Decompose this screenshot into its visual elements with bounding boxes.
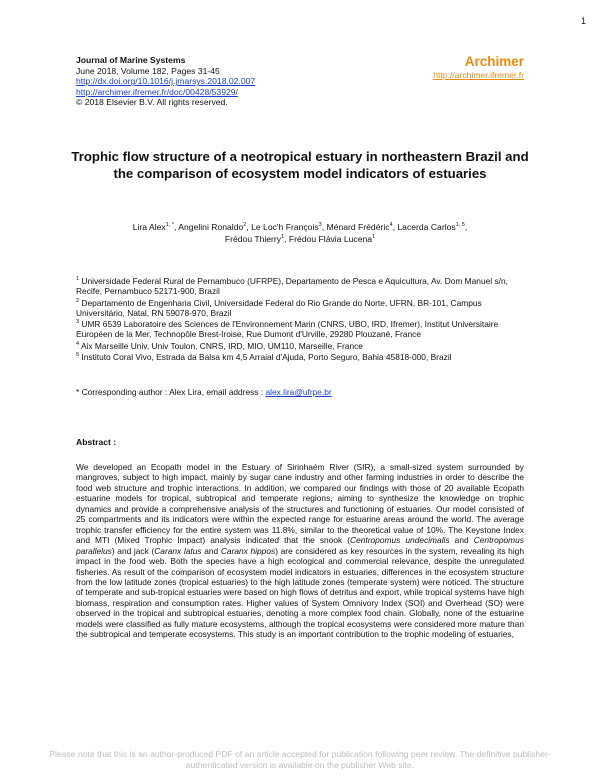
affiliations — [76, 276, 531, 363]
author-sup: 1, * — [165, 222, 174, 228]
author-sup: 1, 5 — [455, 222, 465, 228]
affiliation-num: 1 — [76, 276, 80, 282]
copyright: © 2018 Elsevier B.V. All rights reserved. — [76, 97, 228, 108]
affiliation-num: 3 — [76, 319, 80, 326]
article-title: Trophic flow structure of a neotropical estuary in northeastern Brazil and the comparison of ecosystem model indicators of estuaries — [71, 149, 529, 181]
author-sup: 1 — [372, 233, 376, 240]
affiliation — [76, 319, 531, 340]
journal-issue: June 2018, Volume 182, Pages 31-45 — [76, 65, 220, 76]
affiliation-text: Universidade Federal Rural de Pernambuco (UFRPE), Departamento de Pesca e Aquicultura, Av. Dom Manuel s/n, Recife, Pernambuco 52171-900, Brazil — [76, 276, 508, 297]
author-sup: 1 — [281, 233, 285, 240]
abstract-body — [76, 462, 524, 640]
abstract-text: We developed an Ecopath model in the Estuary of Sirinhaém River (SIR), a small-sized system surrounded by mangroves, subject to high impact, mainly by sugar cane industry and other farming industries in order to describe the food web structure and trophic interactions. In addition, we compared our findings with those of 20 available Ecopath estuarine models for tropical, subtropical and temperate regions, aiming to synthesize the knowledge on trophic dynamics and provide a comprehensive analysis of the structures and functioning of estuaries. Our model consisted of 25 compartments and its indicators were within the expected range for estuarine areas around the world. The average trophic transfer efficiency for the entire system was 11.8%, similar to the theoretical value of 10%. The Keystone Index and MTI (Mixed Trophic Impact) analysis indicated that the snook ( — [76, 462, 524, 546]
footer-note: Please note that this is an author-produced PDF of an article accepted for publication following peer review. The definitive publisher-authenticated version is available on the publisher Web site. — [49, 749, 551, 770]
author-sup: 2 — [243, 222, 247, 228]
affiliation-text: UMR 6539 Laboratoire des Sciences de l'Environnement Marin (CNRS, UBO, IRD, Ifremer), Institut Universitaire Européen de la Mer, Technopôle Brest-Iroise, Rue Dumont d'Urville, 29280 Plouzané, France — [76, 319, 499, 340]
author-list: Lira Alex$^{1, *}$, Angelini Ronaldo$^2$, Le Loc'h François$^3$, Ménard Frédéric$^4$, Lacerda Carlos$^{1, 5}$, Frédou Thierry$^1$, Frédou Flávia Lucena$^1$ — [132, 222, 468, 244]
author-sup: 3 — [318, 222, 322, 228]
affiliation — [76, 352, 531, 362]
abstract-heading: Abstract : — [76, 437, 117, 447]
affiliation — [76, 298, 531, 319]
affiliation-text: Instituto Coral Vivo, Estrada da Balsa km 4,5 Arraial d'Ajuda, Porto Seguro, Bahia 45818-000, Brazil — [81, 352, 452, 363]
corresponding-label: * Corresponding author : Alex Lira, email address : — [76, 387, 264, 397]
author: Le Loc'h François — [251, 222, 319, 232]
journal-name: Journal of Marine Systems — [76, 55, 186, 65]
author: Lira Alex — [132, 222, 166, 232]
page-number: 1 — [580, 16, 586, 26]
species-name: Caranx latus — [154, 545, 202, 556]
abstract-text: ) are considered as key resources in the system, revealing its high impact in the food web. Both the species have a high ecological and commercial relevance, despite the unregulated fisheries. As result of the comparison of ecosystem model indicators in estuaries, differences in the ecosystem structure from the low latitude zones (tropical estuaries) to the high latitude zones (temperate system) were noticed. The structure of temperate and sub-tropical estuaries were based on high flows of detritus and export, while tropical systems have high biomass, respiration and consumption rates. Higher values of System Omnivory Index (SOI) and Overhead (SO) were observed in the tropical and subtropical estuaries, denoting a more complex food chain. Globally, none of the estuarine models were classified as fully mature ecosystems, although the tropical ecosystems were considered more mature than the subtropical and temperate ecosystems. This study is an important contribution to the trophic modeling of estuaries, — [76, 545, 524, 640]
archive-link[interactable]: http://archimer.ifremer.fr/doc/00428/53929/ — [76, 86, 238, 97]
affiliation-text: Departamento de Engenharia Civil, Universidade Federal do Rio Grande do Norte, UFRN, BR-101, Campus Universitário, Natal, RN 59078-970, Brazil — [76, 297, 482, 318]
abstract-text: and — [449, 535, 474, 546]
archimer-brand — [433, 54, 524, 80]
author: Ménard Frédéric — [326, 222, 390, 232]
species-name: Centropomus undecimalis — [350, 535, 450, 546]
author-sup: 4 — [389, 222, 393, 228]
email-link[interactable]: alex.lira@ufrpe.br — [265, 387, 332, 397]
abstract-text: and — [201, 545, 221, 556]
affiliation — [76, 341, 531, 351]
archimer-logo-text: Archimer — [464, 54, 524, 69]
abstract-text: ) and jack ( — [111, 545, 155, 556]
journal-info — [76, 55, 255, 108]
affiliation-num: 5 — [76, 352, 80, 359]
author: Frédou Flávia Lucena — [288, 233, 373, 244]
doi-link[interactable]: http://dx.doi.org/10.1016/j.jmarsys.2018.02.007 — [76, 76, 256, 87]
author: Lacerda Carlos — [397, 222, 456, 232]
affiliation-text: Aix Marseille Univ, Univ Toulon, CNRS, IRD, MIO, UM110, Marseille, France — [80, 340, 363, 351]
author: Angelini Ronaldo — [178, 222, 244, 232]
affiliation — [76, 276, 531, 297]
author: Frédou Thierry — [224, 233, 282, 244]
affiliation-num: 4 — [76, 340, 80, 347]
species-name: Caranx hippos — [220, 545, 276, 556]
archimer-link[interactable]: http://archimer.ifremer.fr — [433, 70, 524, 80]
species-name: Centropomus parallelus — [76, 535, 524, 556]
corresponding-author — [76, 387, 332, 397]
affiliation-num: 2 — [76, 297, 80, 304]
